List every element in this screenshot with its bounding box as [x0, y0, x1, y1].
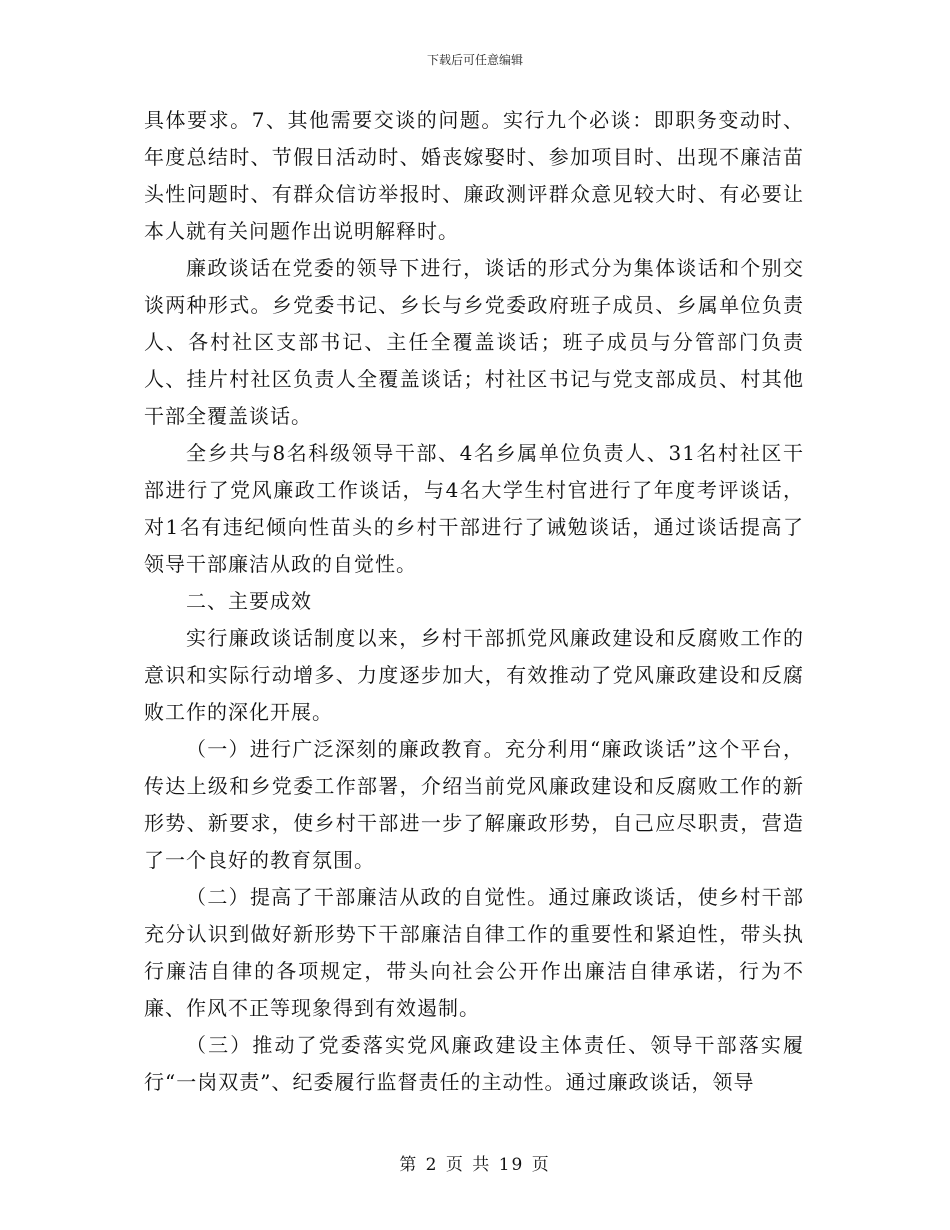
paragraph-talk-statistics: 全乡共与8名科级领导干部、4名乡属单位负责人、31名村社区干部进行了党风廉政工作谈话，与4名大学生村官进行了年度考评谈话，对1名有违纪倾向性苗头的乡村干部进行了诫勉谈话，通过谈话提高了领导干部廉洁从政的自觉性。	[144, 441, 804, 576]
paragraph-result-3: （三）推动了党委落实党风廉政建设主体责任、领导干部落实履行“一岗双责”、纪委履行监督责任的主动性。通过廉政谈话，领导	[144, 1033, 804, 1094]
paragraph-results-intro: 实行廉政谈话制度以来，乡村干部抓党风廉政建设和反腐败工作的意识和实际行动增多、力度逐步加大，有效推动了党风廉政建设和反腐败工作的深化开展。	[144, 626, 804, 724]
paragraph-talk-format: 廉政谈话在党委的领导下进行，谈话的形式分为集体谈话和个别交谈两种形式。乡党委书记、乡长与乡党委政府班子成员、乡属单位负责人、各村社区支部书记、主任全覆盖谈话；班子成员与分管部门负责人、挂片村社区负责人全覆盖谈话；村社区书记与党支部成员、村其他干部全覆盖谈话。	[144, 256, 804, 428]
page-number-footer: 第 2 页 共 19 页	[399, 1155, 551, 1175]
paragraph-result-2: （二）提高了干部廉洁从政的自觉性。通过廉政谈话，使乡村干部充分认识到做好新形势下干部廉洁自律工作的重要性和紧迫性，带头执行廉洁自律的各项规定，带头向社会公开作出廉洁自律承诺，行为不廉、作风不正等现象得到有效遏制。	[144, 885, 804, 1020]
document-body	[144, 102, 804, 1101]
paragraph-continuation: 具体要求。7、其他需要交谈的问题。实行九个必谈：即职务变动时、年度总结时、节假日活动时、婚丧嫁娶时、参加项目时、出现不廉洁苗头性问题时、有群众信访举报时、廉政测评群众意见较大时、有必要让本人就有关问题作出说明解释时。	[144, 108, 804, 243]
paragraph-result-1: （一）进行广泛深刻的廉政教育。充分利用“廉政谈话”这个平台，传达上级和乡党委工作部署，介绍当前党风廉政建设和反腐败工作的新形势、新要求，使乡村干部进一步了解廉政形势，自己应尽职责，营造了一个良好的教育氛围。	[144, 737, 804, 872]
section-heading-main-results: 二、主要成效	[186, 589, 312, 613]
page-header: 下载后可任意编辑	[426, 53, 523, 67]
